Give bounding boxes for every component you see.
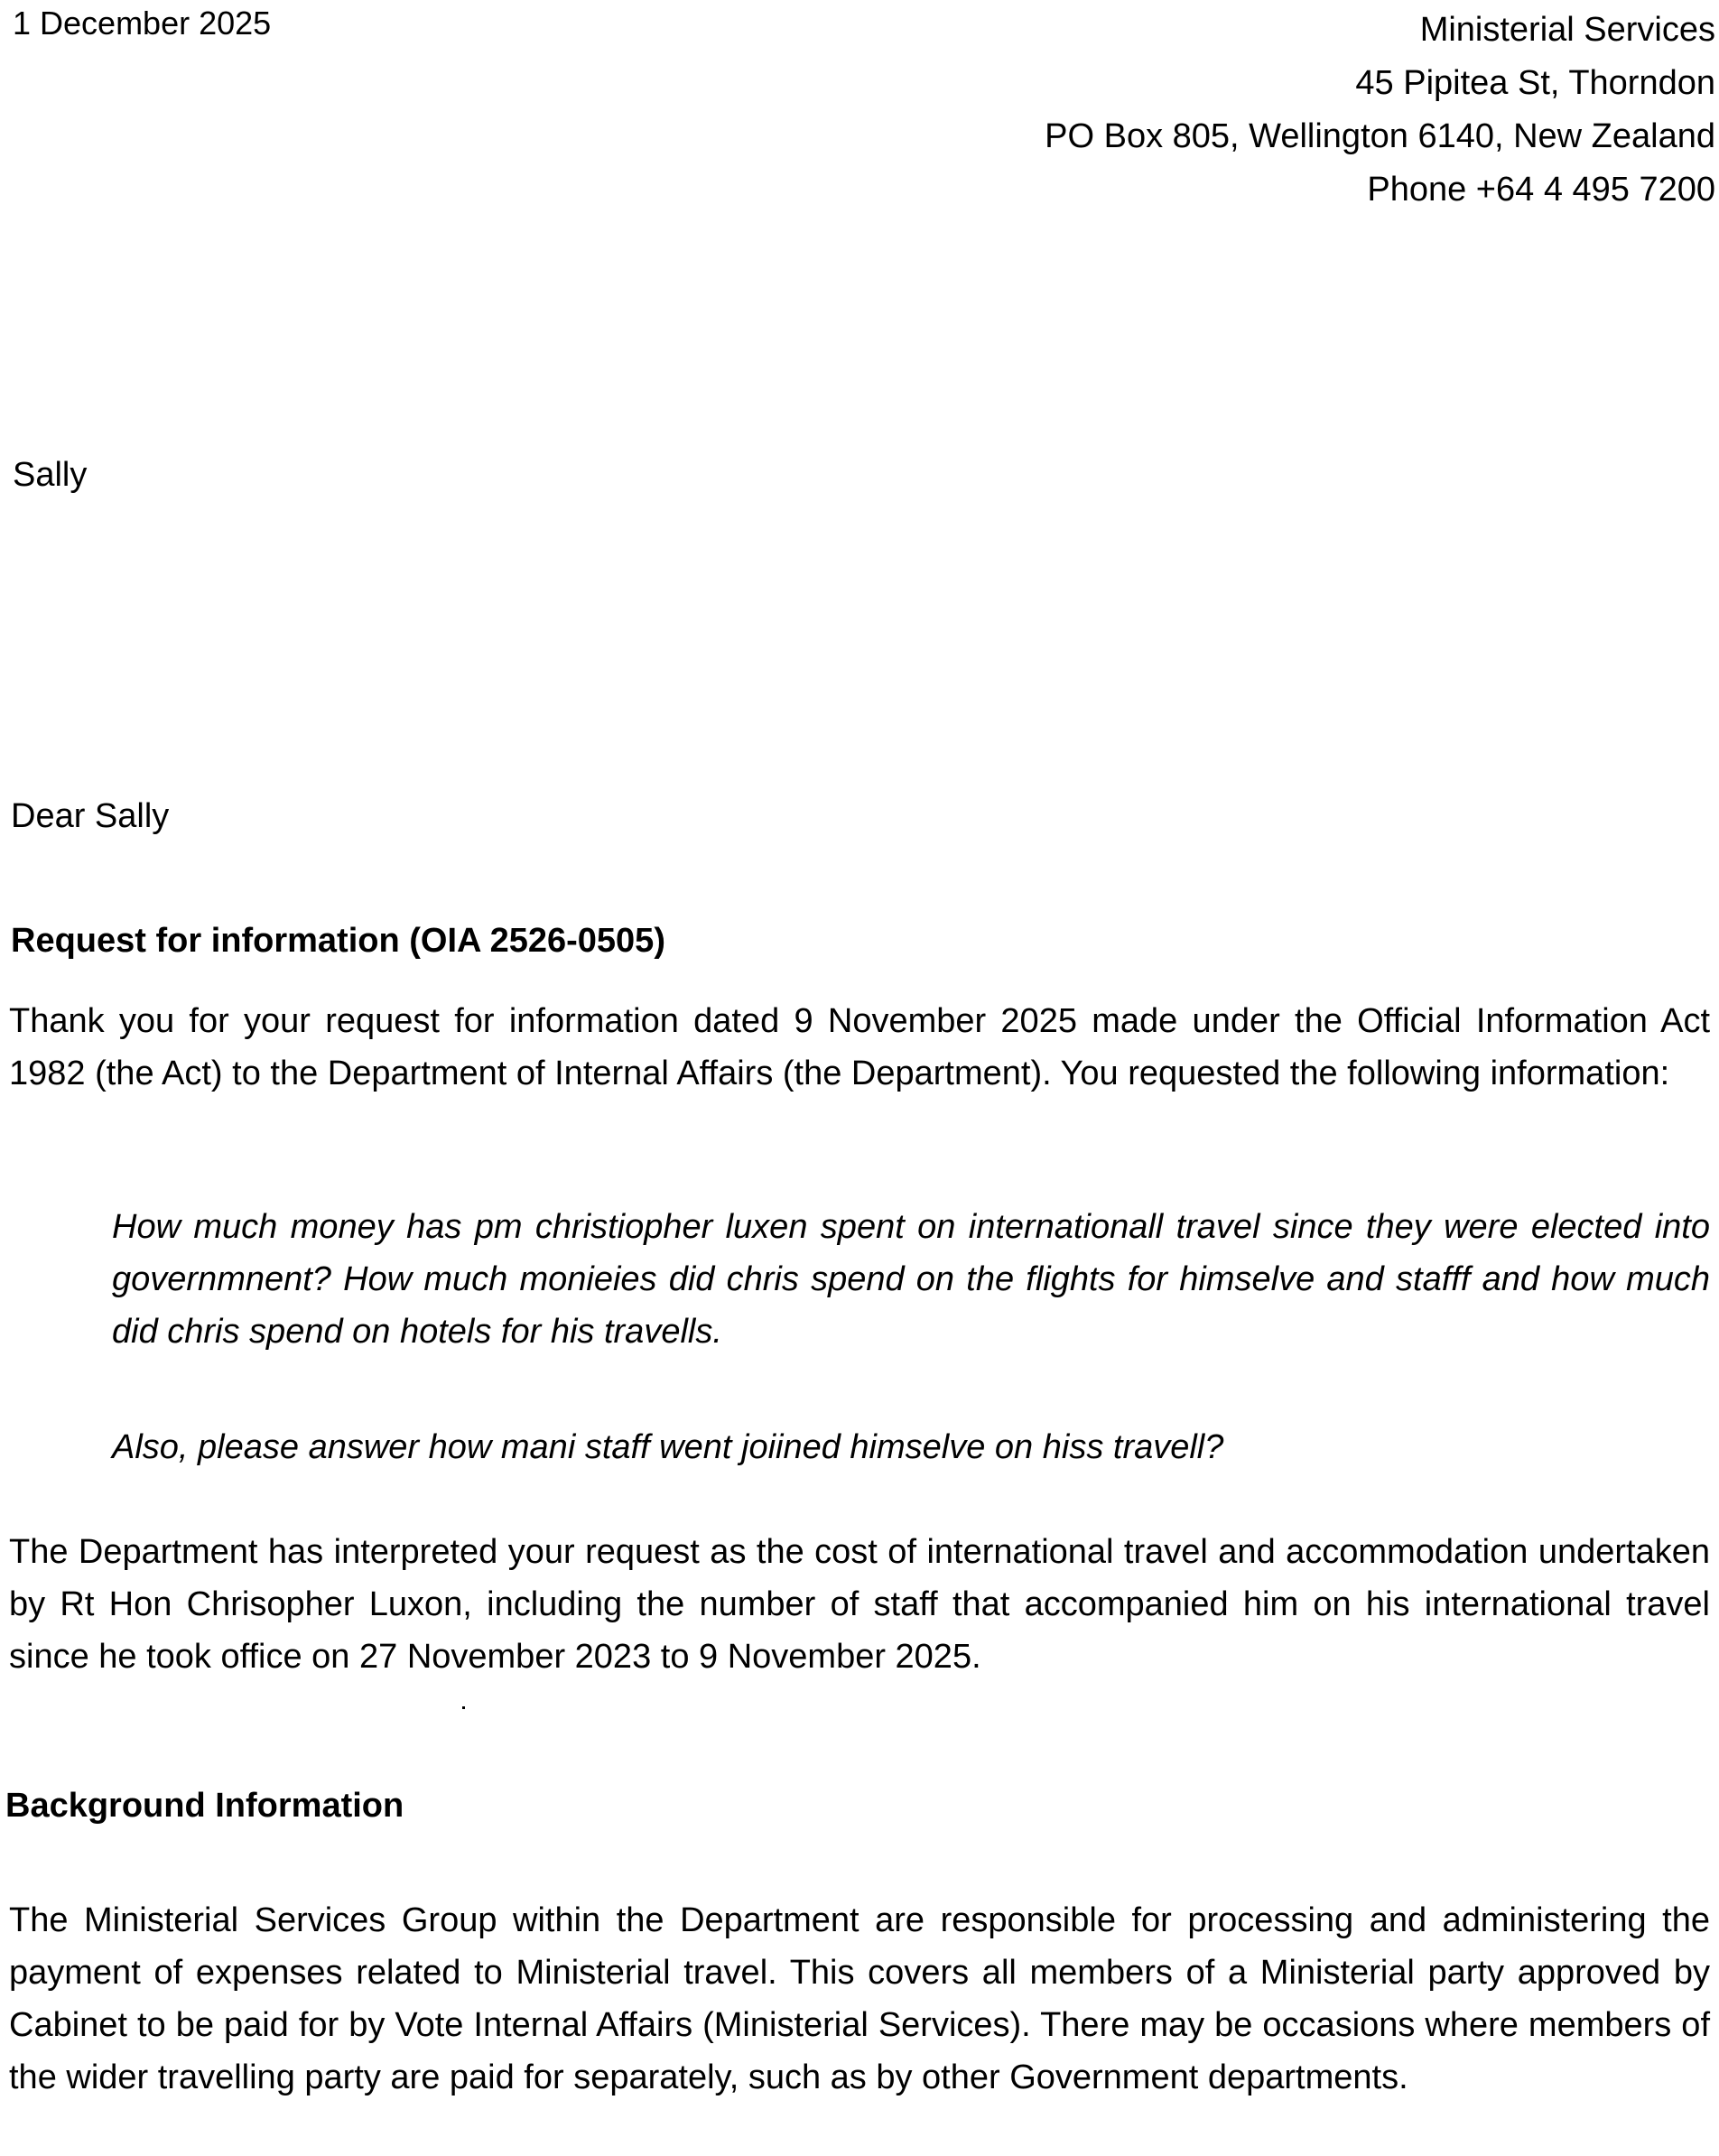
- background-paragraph: The Ministerial Services Group within the Department are responsible for processing and administering the payment of expenses related to Ministerial travel. This covers all members of a Ministerial party approved by Cabinet to be paid for by Vote Internal Affairs (Ministerial Services). There may be occasions where members of the wider travelling party are paid for separately, such as by other Government departments.: [9, 1901, 1710, 2096]
- sender-address: [1045, 4, 1715, 217]
- subject-heading: Request for information (OIA 2526-0505): [11, 922, 665, 960]
- stray-mark: [462, 1706, 465, 1709]
- sender-po-box: PO Box 805, Wellington 6140, New Zealand: [1045, 117, 1715, 155]
- letter-date: 1 December 2025: [13, 5, 272, 42]
- sender-name: Ministerial Services: [1419, 11, 1715, 49]
- intro-paragraph: Thank you for your request for information dated 9 November 2025 made under the Official Information Act 1982 (the Act) to the Department of Internal Affairs (the Department). You requested the following information:: [9, 1002, 1710, 1092]
- request-quote-2: Also, please answer how mani staff went joiined himselve on hiss travell?: [112, 1428, 1224, 1466]
- sender-street: 45 Pipitea St, Thorndon: [1355, 64, 1715, 102]
- request-quote-1: How much money has pm christiopher luxen spent on internationall travel since they were elected into governmnent? How much monieies did chris spend on the flights for himselve and stafff and how much did chris spend on hotels for his travells.: [112, 1208, 1710, 1351]
- background-heading: Background Information: [5, 1787, 404, 1825]
- sender-phone: Phone +64 4 495 7200: [1367, 171, 1715, 209]
- salutation: Dear Sally: [11, 797, 170, 835]
- interpretation-paragraph: The Department has interpreted your request as the cost of international travel and accommodation undertaken by Rt Hon Chrisopher Luxon, including the number of staff that accompanied him on his international travel since he took office on 27 November 2023 to 9 November 2025.: [9, 1533, 1710, 1676]
- recipient-name: Sally: [13, 456, 88, 494]
